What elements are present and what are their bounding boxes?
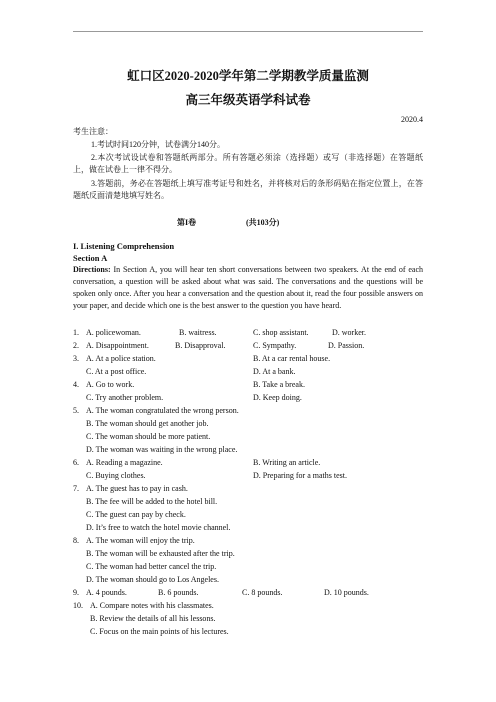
q8-b: B. The woman will be exhausted after the trip.: [86, 549, 235, 558]
q2-b: B. Disapproval.: [175, 341, 226, 350]
q9-b: B. 6 pounds.: [158, 588, 199, 597]
q6-b: B. Writing an article.: [253, 458, 321, 467]
notice-item-2: 2.本次考试设试卷和答题纸两部分。所有答题必须涂（选择题）或写（非选择题）在答题纸上，做在试卷上一律不得分。: [73, 153, 423, 174]
q6-num: 6.: [73, 458, 79, 467]
directions: [73, 264, 423, 312]
q8-d: D. The woman should go to Los Angeles.: [86, 575, 219, 584]
notice-heading: 考生注意：: [73, 127, 113, 136]
q10-c: C. Focus on the main points of his lectures.: [90, 627, 229, 636]
q5-a: A. The woman congratulated the wrong person.: [86, 406, 239, 415]
q10-b: B. Review the details of all his lessons.: [90, 614, 216, 623]
q7-b: B. The fee will be added to the hotel bill.: [86, 497, 218, 506]
q8-c: C. The woman had better cancel the trip.: [86, 562, 217, 571]
q9-d: D. 10 pounds.: [324, 588, 369, 597]
q5-d: D. The woman was waiting in the wrong place.: [86, 445, 238, 454]
exam-title: 虹口区2020-2020学年第二学期教学质量监测: [127, 69, 369, 83]
directions-label: Directions:: [73, 265, 111, 274]
q3-b: B. At a car rental house.: [253, 354, 331, 363]
q4-num: 4.: [73, 380, 79, 389]
section-sub: Section A: [73, 253, 108, 263]
q3-a: A. At a police station.: [86, 354, 156, 363]
q3-num: 3.: [73, 354, 79, 363]
notice-item-1: 1.考试时间120分钟，试卷满分140分。: [91, 140, 225, 149]
q10-a: A. Compare notes with his classmates.: [90, 601, 214, 610]
q5-c: C. The woman should be more patient.: [86, 432, 211, 441]
directions-text: In Section A, you will hear ten short conversations between two speakers. At the end of each conversation, a question will be asked about what was said. The conversations and the questions will be spoken only once. After you hear a conversation and the question about it, read the four possible answers on your paper, and decide which one is the best answer to the question you have heard.: [73, 265, 423, 310]
q4-d: D. Keep doing.: [253, 393, 302, 402]
q3-d: D. At a bank.: [253, 367, 296, 376]
section-heading: I. Listening Comprehension: [73, 241, 175, 251]
header-rule: [73, 31, 423, 32]
q10-num: 10.: [73, 601, 83, 610]
q6-c: C. Buying clothes.: [86, 471, 146, 480]
q1-b: B. waitress.: [179, 328, 217, 337]
q7-a: A. The guest has to pay in cash.: [86, 484, 188, 493]
q3-c: C. At a post office.: [86, 367, 147, 376]
exam-date: 2020.4: [401, 115, 423, 124]
q2-c: C. Sympathy.: [253, 341, 297, 350]
q8-num: 8.: [73, 536, 79, 545]
q4-b: B. Take a break.: [253, 380, 305, 389]
q6-d: D. Preparing for a maths test.: [253, 471, 347, 480]
q7-num: 7.: [73, 484, 79, 493]
q1-a: A. policewoman.: [86, 328, 141, 337]
q1-d: D. worker.: [332, 328, 366, 337]
q2-num: 2.: [73, 341, 79, 350]
q9-a: A. 4 pounds.: [86, 588, 127, 597]
q4-c: C. Try another problem.: [86, 393, 164, 402]
part-score: (共103分): [246, 218, 280, 227]
exam-subtitle: 高三年级英语学科试卷: [185, 93, 311, 107]
q5-num: 5.: [73, 406, 79, 415]
q8-a: A. The woman will enjoy the trip.: [86, 536, 195, 545]
q6-a: A. Reading a magazine.: [86, 458, 163, 467]
q1-c: C. shop assistant.: [253, 328, 309, 337]
q1-num: 1.: [73, 328, 79, 337]
notice-item-3: 3.答题前，务必在答题纸上填写准考证号和姓名，并将核对后的条形码贴在指定位置上，在答题纸反面清楚地填写姓名。: [73, 179, 423, 200]
q4-a: A. Go to work.: [86, 380, 135, 389]
q2-d: D. Passion.: [328, 341, 365, 350]
q7-c: C. The guest can pay by check.: [86, 510, 186, 519]
q7-d: D. It’s free to watch the hotel movie channel.: [86, 523, 231, 532]
q5-b: B. The woman should get another job.: [86, 419, 209, 428]
q2-a: A. Disappointment.: [86, 341, 149, 350]
q9-num: 9.: [73, 588, 79, 597]
part-label: 第I卷: [177, 218, 197, 227]
q9-c: C. 8 pounds.: [242, 588, 283, 597]
